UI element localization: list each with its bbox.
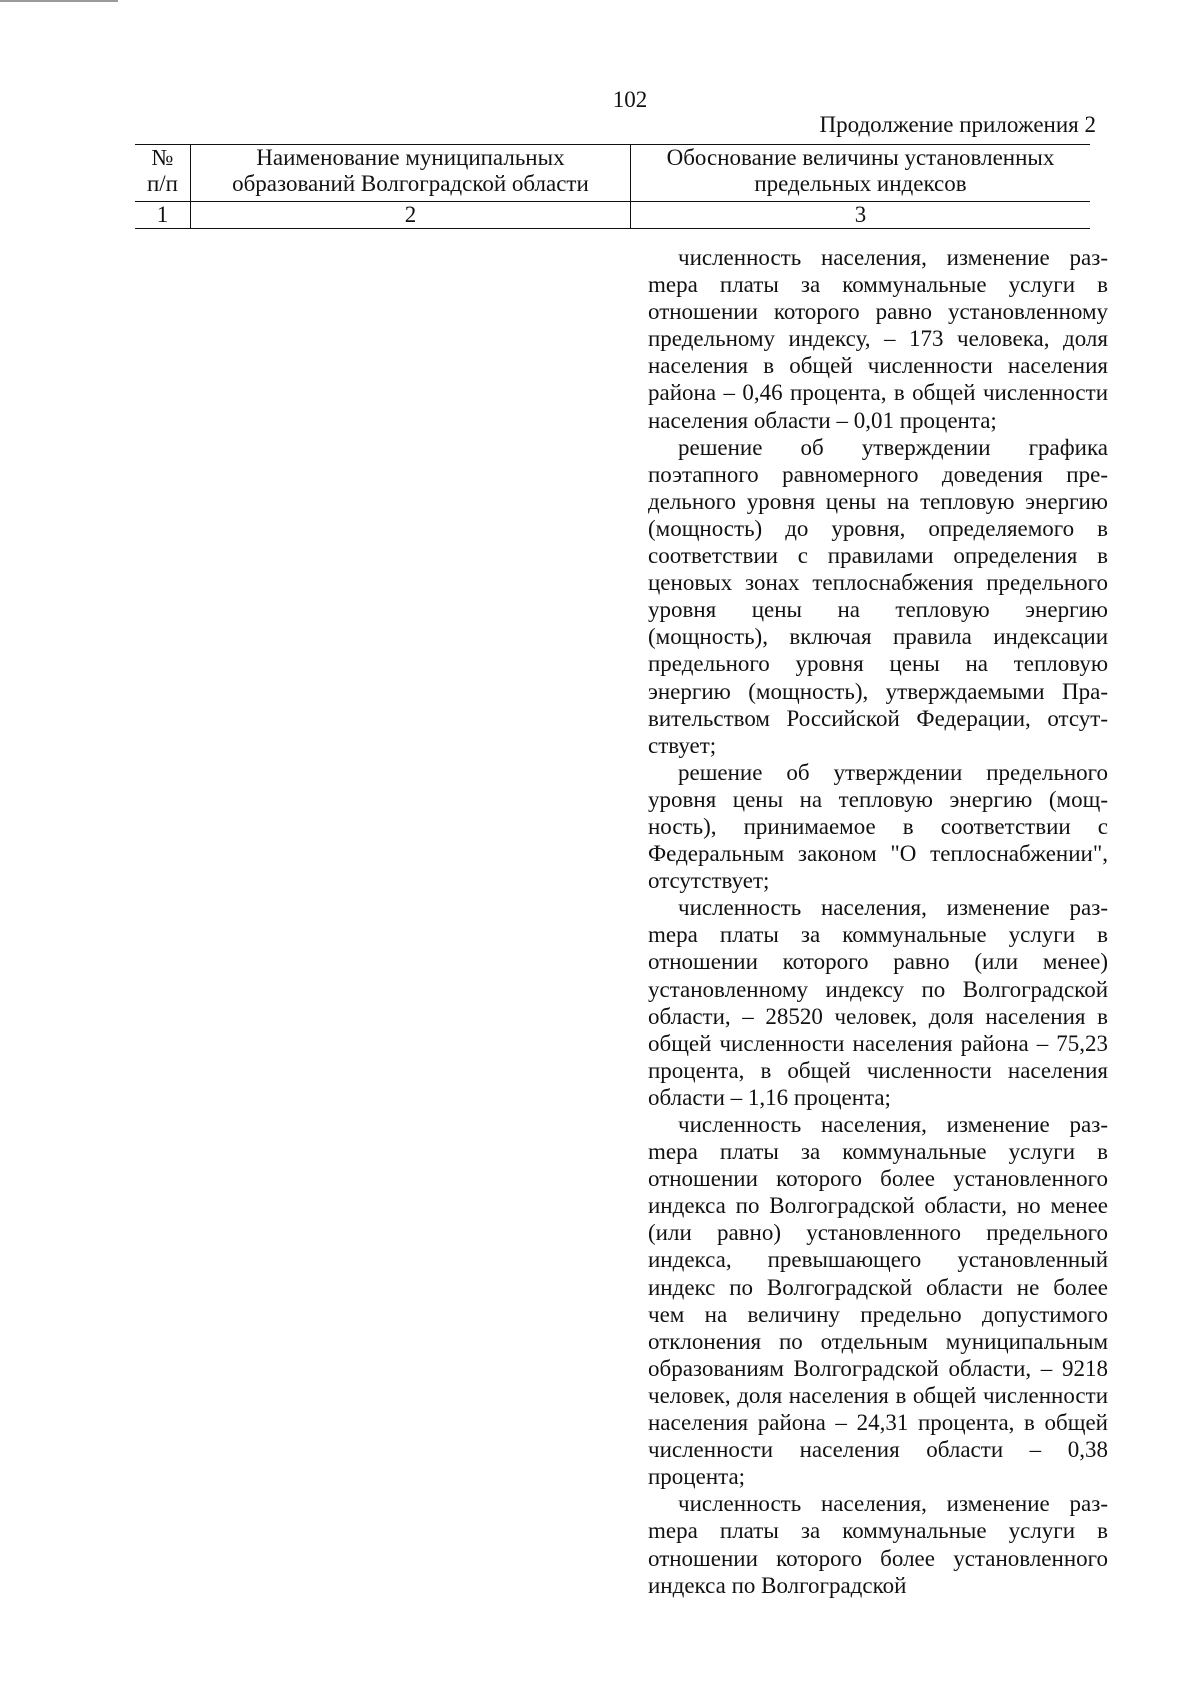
table-column-numbers-row xyxy=(135,202,1090,229)
scan-edge-mark xyxy=(0,0,118,2)
table-header xyxy=(135,144,1090,229)
table-header-row xyxy=(135,145,1090,202)
header-number-sign: № xyxy=(151,145,174,170)
column-number-2: 2 xyxy=(190,202,630,229)
paragraph-population-28520: численность населения, изменение разmера платы за коммунальные услуги в отношении которого равно (или менее) установленному индексу по Волгоградской области, – 28520 человек, доля населения в общей численности населения района – 75,23 процента, в общей численности населения области – 1,16 процента; xyxy=(648,895,1108,1110)
header-municipality-line2: образований Волгоградской области xyxy=(232,171,589,196)
header-number-abbr: п/п xyxy=(146,171,178,196)
page-number: 102 xyxy=(612,87,648,112)
header-cell-municipality xyxy=(190,145,630,202)
header-justification-line2: предельных индексов xyxy=(754,171,967,196)
header-cell-number xyxy=(135,145,190,202)
paragraph-population-9218: численность населения, изменение разmера платы за коммунальные услуги в отношении которого более установленного индекса по Волгоградской области, но менее (или равно) установленного предельного индекса, превышающего установленный индекс по Волгоградской области не более чем на величину предельно допустимого отклонения по отдельным муниципальным образованиям Волгоградской области, – 9218 человек, доля населения в общей численности населения района – 24,31 процента, в общей численности населения области – 0,38 процента; xyxy=(648,1112,1108,1490)
paragraph-schedule-decision: решение об утверждении графика поэтапного равномерного доведения предельного уровня цены на тепловую энергию (мощность) до уровня, определяемого в соответствии с правилами определения в ценовых зонах теплоснабжения предельного уровня цены на тепловую энергию (мощность), включая правила индексации предельного уровня цены на тепловую энергию (мощность), утверждаемыми Правительством Российской Федерации, отсутствует; xyxy=(648,434,1108,758)
header-cell-justification xyxy=(630,145,1090,202)
column-number-3: 3 xyxy=(630,202,1090,229)
paragraph-price-limit-decision: решение об утверждении предельного уровня цены на тепловую энергию (мощность), принимаемое в соответствии с Федеральным законом "О теплоснабжении", отсутствует; xyxy=(648,759,1108,894)
header-municipality-line1: Наименование муниципальных xyxy=(256,145,565,170)
column-number-1: 1 xyxy=(135,202,190,229)
paragraph-population-173: численность населения, изменение разmера платы за коммунальные услуги в отношении которого равно установленному предельному индексу, – 173 человека, доля населения в общей численности населения района – 0,46 процента, в общей численности населения области – 0,01 процента; xyxy=(648,245,1108,433)
paragraph-population-continued: численность населения, изменение разmера платы за коммунальные услуги в отношении которого более установленного индекса по Волгоградской xyxy=(648,1491,1108,1598)
justification-text xyxy=(648,244,1108,1599)
header-justification-line1: Обоснование величины установленных xyxy=(666,145,1055,170)
appendix-continuation-label: Продолжение приложения 2 xyxy=(819,112,1096,137)
